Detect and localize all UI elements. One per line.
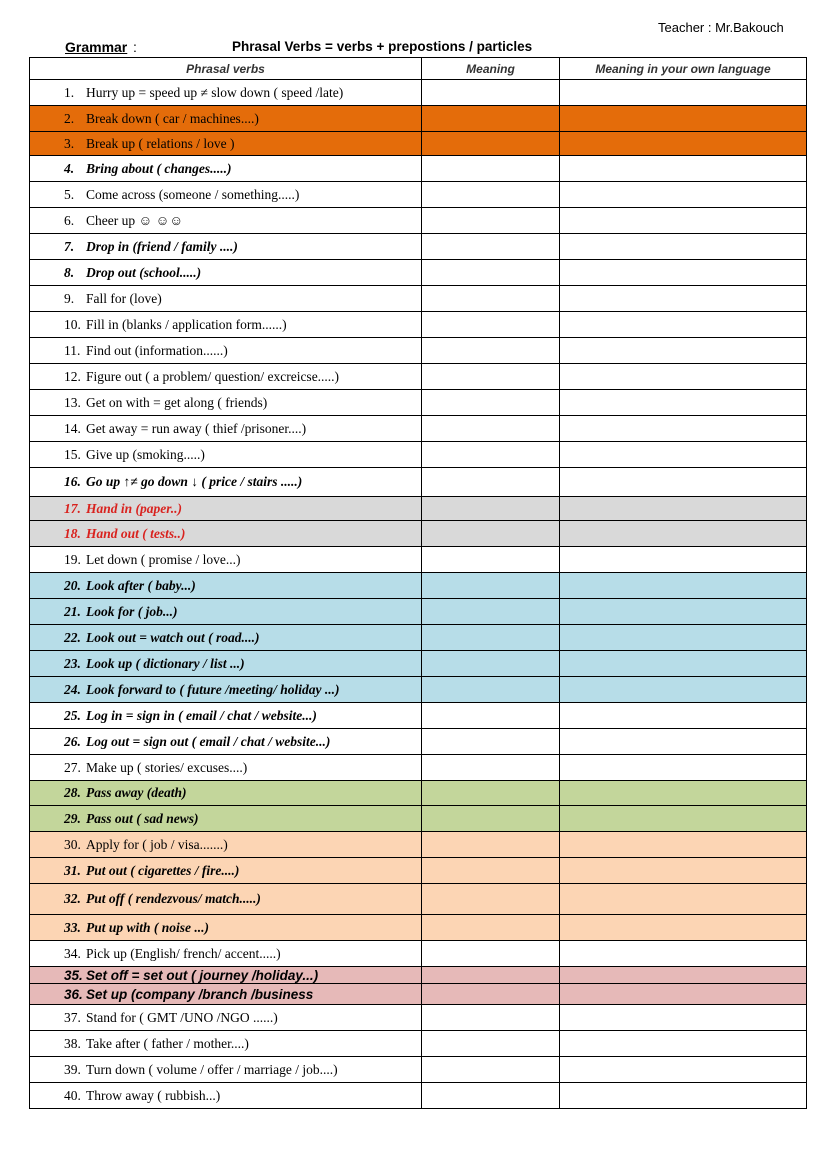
phrasal-verb-cell [30,832,422,858]
table-row [30,132,807,156]
table-row [30,338,807,364]
meaning-cell[interactable] [422,941,560,967]
own-language-cell[interactable] [560,781,807,806]
phrasal-verb-text: Look out = watch out ( road....) [86,629,260,645]
phrasal-verb-text: Make up ( stories/ excuses....) [86,759,248,775]
table-row [30,156,807,182]
table-row [30,984,807,1005]
row-number: 40. [64,1087,81,1103]
table-row [30,858,807,884]
own-language-cell[interactable] [560,755,807,781]
table-row [30,260,807,286]
row-number: 12. [64,368,81,384]
table-header-row [30,58,807,80]
table-row [30,677,807,703]
own-language-cell[interactable] [560,651,807,677]
phrasal-verb-cell [30,984,422,1005]
table-row [30,729,807,755]
table-row [30,755,807,781]
phrasal-verb-text: Pass out ( sad news) [86,810,199,826]
phrasal-verb-text: Hurry up = speed up ≠ slow down ( speed /late) [86,84,344,100]
meaning-cell[interactable] [422,364,560,390]
phrasal-verb-text: Get away = run away ( thief /prisoner....) [86,420,307,436]
meaning-cell[interactable] [422,286,560,312]
phrasal-verb-text: Turn down ( volume / offer / marriage / job....) [86,1061,338,1077]
grammar-label: Grammar [65,39,128,55]
own-language-cell[interactable] [560,703,807,729]
own-language-cell[interactable] [560,416,807,442]
row-number: 1. [64,84,75,100]
meaning-cell[interactable] [422,884,560,915]
phrasal-verb-cell [30,442,422,468]
phrasal-verb-text: Set up (company /branch /business [86,986,314,1002]
phrasal-verb-text: Get on with = get along ( friends) [86,394,268,410]
row-number: 35. [64,967,83,983]
row-number: 22. [64,629,81,645]
phrasal-verb-cell [30,497,422,521]
phrasal-verb-cell [30,967,422,984]
phrasal-verb-text: Hand in (paper..) [86,500,183,516]
phrasal-verb-cell [30,703,422,729]
column-header-phrasal-verbs: Phrasal verbs [30,58,422,80]
meaning-cell[interactable] [422,599,560,625]
own-language-cell[interactable] [560,573,807,599]
phrasal-verb-text: Figure out ( a problem/ question/ excreicse.....) [86,368,340,384]
row-number: 28. [64,785,81,800]
phrasal-verb-text: Let down ( promise / love...) [86,551,241,567]
own-language-cell[interactable] [560,338,807,364]
phrasal-verb-cell [30,547,422,573]
meaning-cell[interactable] [422,677,560,703]
meaning-cell[interactable] [422,1057,560,1083]
phrasal-verb-text: Log out = sign out ( email / chat / website...) [86,733,331,749]
own-language-cell[interactable] [560,1057,807,1083]
table-row [30,884,807,915]
phrasal-verb-cell [30,390,422,416]
meaning-cell[interactable] [422,468,560,497]
meaning-cell[interactable] [422,573,560,599]
own-language-cell[interactable] [560,729,807,755]
own-language-cell[interactable] [560,468,807,497]
meaning-cell[interactable] [422,234,560,260]
phrasal-verb-cell [30,234,422,260]
table-row [30,941,807,967]
phrasal-verb-text: Take after ( father / mother....) [86,1035,249,1051]
row-number: 24. [64,681,81,697]
row-number: 3. [64,135,75,151]
phrasal-verb-cell [30,729,422,755]
phrasal-verb-cell [30,80,422,106]
own-language-cell[interactable] [560,625,807,651]
table-row [30,967,807,984]
phrasal-verb-text: Cheer up ☺ ☺☺ [86,212,184,228]
phrasal-verb-cell [30,1031,422,1057]
meaning-cell[interactable] [422,547,560,573]
phrasal-verb-text: Look after ( baby...) [86,577,196,593]
row-number: 18. [64,525,81,541]
own-language-cell[interactable] [560,106,807,132]
table-row [30,832,807,858]
phrasal-verb-cell [30,208,422,234]
phrasal-verb-cell [30,599,422,625]
meaning-cell[interactable] [422,1031,560,1057]
own-language-cell[interactable] [560,497,807,521]
phrasal-verb-text: Put out ( cigarettes / fire....) [86,862,240,878]
row-number: 6. [64,212,75,228]
phrasal-verb-cell [30,1005,422,1031]
phrasal-verb-text: Apply for ( job / visa.......) [86,836,228,852]
meaning-cell[interactable] [422,984,560,1005]
phrasal-verb-cell [30,625,422,651]
phrasal-verb-text: Break up ( relations / love ) [86,135,235,151]
phrasal-verb-text: Drop in (friend / family ....) [86,238,238,254]
phrasal-verb-text: Fall for (love) [86,290,162,306]
row-number: 11. [64,342,81,358]
own-language-cell[interactable] [560,442,807,468]
row-number: 26. [64,733,81,749]
meaning-cell[interactable] [422,1083,560,1109]
teacher-label: Teacher : Mr.Bakouch [658,20,784,35]
meaning-cell[interactable] [422,755,560,781]
table-row [30,806,807,832]
row-number: 5. [64,186,75,202]
table-row [30,781,807,806]
phrasal-verb-text: Look forward to ( future /meeting/ holiday ...) [86,681,340,697]
table-row [30,312,807,338]
row-number: 25. [64,707,81,723]
phrasal-verb-cell [30,468,422,497]
phrasal-verb-cell [30,573,422,599]
table-row [30,497,807,521]
phrasal-verb-text: Look for ( job...) [86,603,178,619]
own-language-cell[interactable] [560,806,807,832]
own-language-cell[interactable] [560,967,807,984]
phrasal-verb-text: Pick up (English/ french/ accent.....) [86,945,281,961]
row-number: 36. [64,986,83,1002]
phrasal-verb-cell [30,260,422,286]
phrasal-verb-cell [30,132,422,156]
phrasal-verb-text: Stand for ( GMT /UNO /NGO ......) [86,1009,278,1025]
row-number: 14. [64,420,81,436]
phrasal-verb-text: Come across (someone / something.....) [86,186,300,202]
meaning-cell[interactable] [422,521,560,547]
row-number: 32. [64,891,81,906]
worksheet-title: Phrasal Verbs = verbs + prepostions / particles [232,39,533,54]
phrasal-verb-text: Drop out (school.....) [86,264,202,280]
row-number: 34. [64,945,81,961]
row-number: 4. [64,160,75,176]
meaning-cell[interactable] [422,781,560,806]
own-language-cell[interactable] [560,941,807,967]
own-language-cell[interactable] [560,599,807,625]
row-number: 23. [64,655,81,671]
own-language-cell[interactable] [560,1005,807,1031]
own-language-cell[interactable] [560,1083,807,1109]
phrasal-verb-text: Put off ( rendezvous/ match.....) [86,891,261,906]
own-language-cell[interactable] [560,312,807,338]
meaning-cell[interactable] [422,967,560,984]
meaning-cell[interactable] [422,651,560,677]
table-row [30,1057,807,1083]
column-header-own-language: Meaning in your own language [560,58,807,80]
grammar-colon: : [133,39,137,55]
meaning-cell[interactable] [422,832,560,858]
phrasal-verb-text: Find out (information......) [86,342,228,358]
meaning-cell[interactable] [422,182,560,208]
row-number: 21. [64,603,81,619]
row-number: 19. [64,551,81,567]
row-number: 33. [64,919,81,935]
own-language-cell[interactable] [560,132,807,156]
table-row [30,1083,807,1109]
phrasal-verb-cell [30,338,422,364]
table-row [30,651,807,677]
phrasal-verb-cell [30,806,422,832]
meaning-cell[interactable] [422,156,560,182]
own-language-cell[interactable] [560,390,807,416]
table-row [30,703,807,729]
row-number: 2. [64,110,75,126]
phrasal-verb-cell [30,755,422,781]
table-row [30,106,807,132]
row-number: 30. [64,836,81,852]
table-row [30,286,807,312]
meaning-cell[interactable] [422,208,560,234]
phrasal-verb-cell [30,677,422,703]
phrasal-verb-cell [30,364,422,390]
phrasal-verb-cell [30,312,422,338]
row-number: 31. [64,862,81,878]
row-number: 7. [64,238,75,254]
own-language-cell[interactable] [560,547,807,573]
own-language-cell[interactable] [560,521,807,547]
phrasal-verb-cell [30,521,422,547]
phrasal-verb-cell [30,106,422,132]
table-row [30,547,807,573]
phrasal-verb-text: Bring about ( changes.....) [86,160,232,176]
own-language-cell[interactable] [560,208,807,234]
table-row [30,80,807,106]
phrasal-verb-cell [30,182,422,208]
phrasal-verb-text: Throw away ( rubbish...) [86,1087,221,1103]
own-language-cell[interactable] [560,1031,807,1057]
phrasal-verb-text: Log in = sign in ( email / chat / website...) [86,707,317,723]
own-language-cell[interactable] [560,915,807,941]
table-row [30,468,807,497]
phrasal-verbs-table [29,57,807,1109]
own-language-cell[interactable] [560,234,807,260]
row-number: 9. [64,290,75,306]
table-row [30,390,807,416]
meaning-cell[interactable] [422,80,560,106]
meaning-cell[interactable] [422,106,560,132]
meaning-cell[interactable] [422,858,560,884]
own-language-cell[interactable] [560,858,807,884]
table-row [30,416,807,442]
meaning-cell[interactable] [422,442,560,468]
phrasal-verb-cell [30,858,422,884]
phrasal-verb-cell [30,781,422,806]
phrasal-verb-text: Set off = set out ( journey /holiday...) [86,967,319,983]
table-row [30,442,807,468]
meaning-cell[interactable] [422,132,560,156]
row-number: 20. [64,577,81,593]
own-language-cell[interactable] [560,260,807,286]
own-language-cell[interactable] [560,884,807,915]
own-language-cell[interactable] [560,364,807,390]
row-number: 39. [64,1061,81,1077]
table-row [30,521,807,547]
meaning-cell[interactable] [422,729,560,755]
phrasal-verb-text: Fill in (blanks / application form......) [86,316,287,332]
row-number: 37. [64,1009,81,1025]
meaning-cell[interactable] [422,497,560,521]
row-number: 15. [64,446,81,462]
table-row [30,364,807,390]
table-row [30,1031,807,1057]
table-row [30,915,807,941]
meaning-cell[interactable] [422,806,560,832]
table-row [30,208,807,234]
meaning-cell[interactable] [422,1005,560,1031]
table-row [30,599,807,625]
phrasal-verb-cell [30,1083,422,1109]
table-row [30,625,807,651]
meaning-cell[interactable] [422,338,560,364]
table-row [30,182,807,208]
row-number: 38. [64,1035,81,1051]
phrasal-verb-cell [30,416,422,442]
own-language-cell[interactable] [560,80,807,106]
phrasal-verb-cell [30,941,422,967]
phrasal-verb-cell [30,651,422,677]
meaning-cell[interactable] [422,703,560,729]
row-number: 17. [64,500,81,516]
own-language-cell[interactable] [560,182,807,208]
table-row [30,234,807,260]
own-language-cell[interactable] [560,984,807,1005]
phrasal-verb-cell [30,156,422,182]
phrasal-verb-cell [30,884,422,915]
row-number: 10. [64,316,81,332]
phrasal-verb-text: Put up with ( noise ...) [86,919,210,935]
phrasal-verb-text: Break down ( car / machines....) [86,110,259,126]
phrasal-verb-text: Look up ( dictionary / list ...) [86,655,245,671]
meaning-cell[interactable] [422,260,560,286]
meaning-cell[interactable] [422,915,560,941]
phrasal-verb-cell [30,915,422,941]
meaning-cell[interactable] [422,390,560,416]
table-row [30,573,807,599]
meaning-cell[interactable] [422,416,560,442]
own-language-cell[interactable] [560,156,807,182]
meaning-cell[interactable] [422,312,560,338]
row-number: 29. [64,810,81,826]
own-language-cell[interactable] [560,286,807,312]
meaning-cell[interactable] [422,625,560,651]
row-number: 16. [64,474,81,489]
row-number: 13. [64,394,81,410]
phrasal-verb-text: Give up (smoking.....) [86,446,205,462]
phrasal-verb-text: Go up ↑≠ go down ↓ ( price / stairs .....) [86,474,303,489]
phrasal-verb-text: Pass away (death) [86,785,187,800]
phrasal-verb-cell [30,1057,422,1083]
table-row [30,1005,807,1031]
row-number: 27. [64,759,81,775]
phrasal-verb-text: Hand out ( tests..) [86,525,186,541]
phrasal-verb-cell [30,286,422,312]
row-number: 8. [64,264,75,280]
own-language-cell[interactable] [560,832,807,858]
column-header-meaning: Meaning [422,58,560,80]
own-language-cell[interactable] [560,677,807,703]
